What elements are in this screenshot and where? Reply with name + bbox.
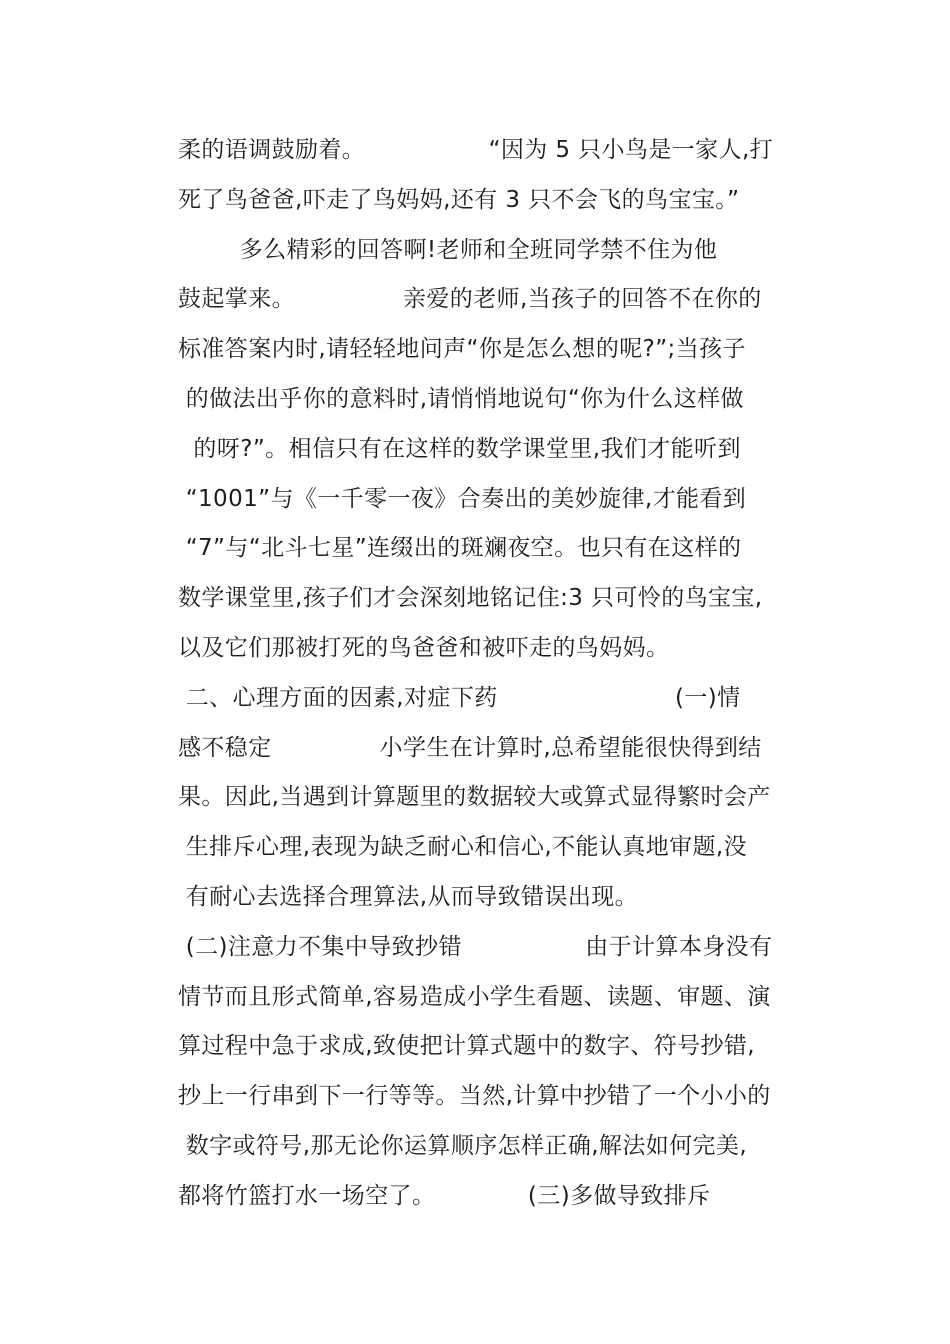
subheading-line: (二)注意力不集中导致抄错 由于计算本身没有 <box>178 933 773 960</box>
text-line: 死了鸟爸爸,吓走了鸟妈妈,还有 3 只不会飞的鸟宝宝。” <box>178 186 740 213</box>
text-line: 情节而且形式简单,容易造成小学生看题、读题、审题、演 <box>178 983 771 1010</box>
text-line: 抄上一行串到下一行等等。当然,计算中抄错了一个小小的 <box>178 1083 771 1110</box>
text-line: 以及它们那被打死的鸟爸爸和被吓走的鸟妈妈。 <box>178 634 670 661</box>
text-line: 数学课堂里,孩子们才会深刻地铭记住:3 只可怜的鸟宝宝, <box>178 585 763 612</box>
text-line: “1001”与《一千零一夜》合奏出的美妙旋律,才能看到 <box>178 485 747 512</box>
text-line: 有耐心去选择合理算法,从而导致错误出现。 <box>178 883 639 910</box>
text-line: 的做法出乎你的意料时,请悄悄地说句“你为什么这样做 <box>178 385 744 412</box>
text-line: 鼓起掌来。 亲爱的老师,当孩子的回答不在你的 <box>178 286 762 313</box>
text-line: “7”与“北斗七星”连缀出的斑斓夜空。也只有在这样的 <box>178 535 742 562</box>
text-line: 多么精彩的回答啊!老师和全班同学禁不住为他 <box>178 236 718 263</box>
text-line: 果。因此,当遇到计算题里的数据较大或算式显得繁时会产 <box>178 784 771 811</box>
text-line: 感不稳定 小学生在计算时,总希望能很快得到结 <box>178 734 762 761</box>
section-heading-line: 二、心理方面的因素,对症下药 (一)情 <box>178 684 741 711</box>
text-line: 生排斥心理,表现为缺乏耐心和信心,不能认真地审题,没 <box>178 834 748 861</box>
text-line: 柔的语调鼓励着。 “因为 5 只小鸟是一家人,打 <box>178 137 774 163</box>
body-text <box>178 126 778 1222</box>
text-line: 数字或符号,那无论你运算顺序怎样正确,解法如何完美, <box>178 1132 748 1159</box>
text-line: 标准答案内时,请轻轻地问声“你是怎么想的呢?”;当孩子 <box>178 336 746 363</box>
text-line: 的呀?”。相信只有在这样的数学课堂里,我们才能听到 <box>178 435 741 462</box>
text-line: 都将竹篮打水一场空了。 (三)多做导致排斥 <box>178 1182 711 1209</box>
text-line: 算过程中急于求成,致使把计算式题中的数字、符号抄错, <box>178 1033 756 1060</box>
